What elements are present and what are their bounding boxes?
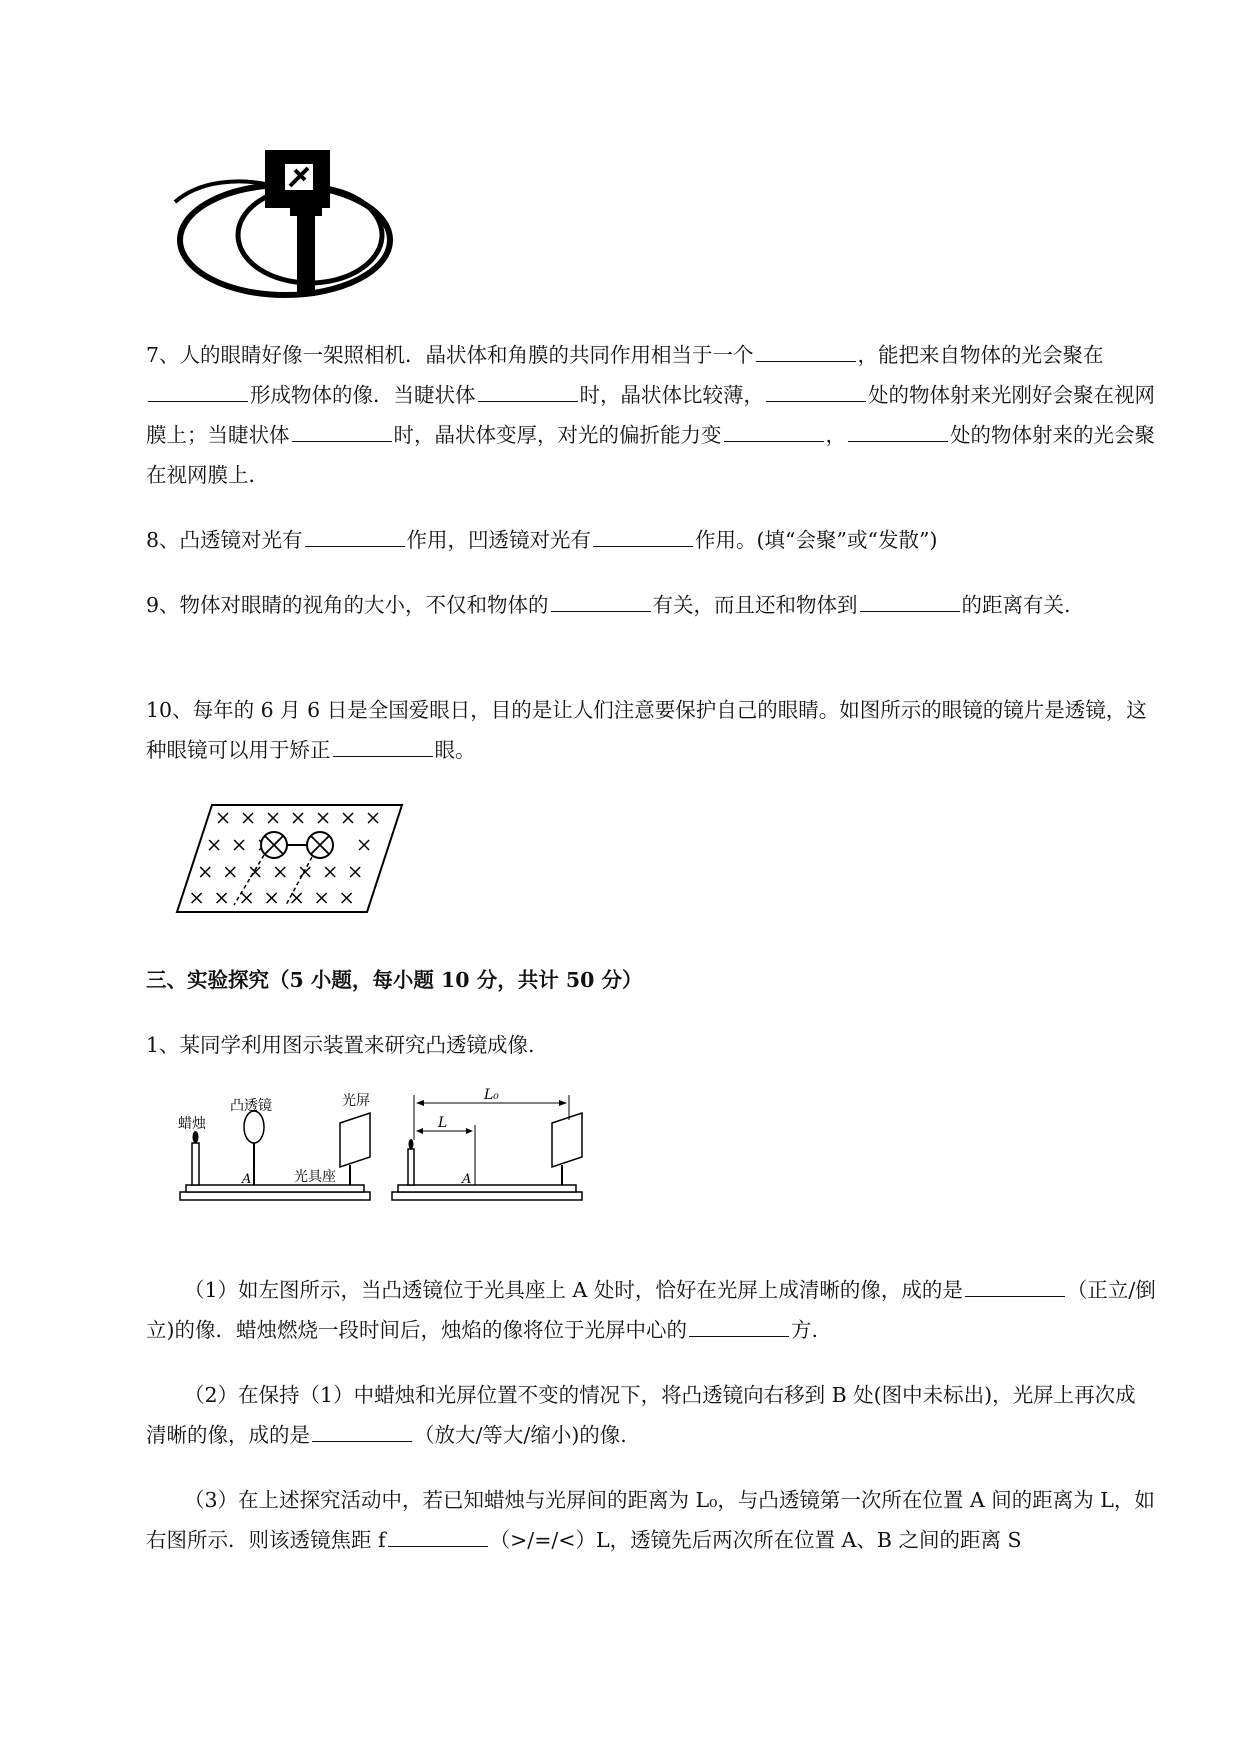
q7-text-2: ，能把来自物体的光会聚在 <box>857 343 1104 367</box>
q7-text-5: 处的物体射来光刚好会聚在视网膜上；当睫状体 <box>146 383 1155 447</box>
bench-label: 光具座 <box>294 1169 336 1185</box>
screen-label: 光屏 <box>342 1093 370 1109</box>
field-cross-mark <box>293 813 303 823</box>
q8-text-1: 8、凸透镜对光有 <box>146 528 303 552</box>
question-7 <box>146 335 1156 495</box>
q9-text-3: 的距离有关. <box>961 593 1071 617</box>
part3-text-2: （>/=/<）L，透镜先后两次所在位置 A、B 之间的距离 S <box>489 1528 1022 1552</box>
q7-text-1: 7、人的眼睛好像一架照相机．晶状体和角膜的共同作用相当于一个 <box>146 343 754 367</box>
part2-blank-1[interactable] <box>312 1419 412 1442</box>
part3-blank-1[interactable] <box>388 1524 488 1547</box>
experiment-1-part-3 <box>146 1480 1156 1560</box>
field-cross-mark <box>317 893 327 903</box>
question-10 <box>146 690 1156 770</box>
l0-label: L₀ <box>484 1087 499 1103</box>
q8-blank-1[interactable] <box>305 524 405 547</box>
field-cross-mark <box>243 813 253 823</box>
q10-blank-1[interactable] <box>333 734 433 757</box>
question-8 <box>146 520 1156 560</box>
q8-text-2: 作用，凹透镜对光有 <box>406 528 592 552</box>
field-cross-mark <box>292 893 302 903</box>
part1-blank-2[interactable] <box>689 1314 789 1337</box>
field-cross-mark <box>350 867 360 877</box>
point-a-label-right: A <box>462 1172 472 1187</box>
field-cross-mark <box>368 813 378 823</box>
experiment-1-part-2 <box>146 1375 1156 1455</box>
q7-text-7: ， <box>825 423 846 447</box>
q7-blank-1[interactable] <box>756 339 856 362</box>
q9-text-2: 有关，而且还和物体到 <box>652 593 858 617</box>
field-cross-mark <box>268 813 278 823</box>
field-cross-mark <box>234 840 244 850</box>
part2-text-1: （2）在保持（1）中蜡烛和光屏位置不变的情况下，将凸透镜向右移到 B 处(图中未标出)，光屏上再次成清晰的像，成的是 <box>146 1383 1136 1447</box>
field-cross-mark <box>242 893 252 903</box>
field-cross-mark <box>318 813 328 823</box>
q7-blank-2[interactable] <box>148 379 248 402</box>
field-cross-mark <box>218 813 228 823</box>
part1-text-1: （1）如左图所示，当凸透镜位于光具座上 A 处时，恰好在光屏上成清晰的像，成的是 <box>184 1278 963 1302</box>
experiment-1-intro: 1、某同学利用图示装置来研究凸透镜成像. <box>146 1033 535 1057</box>
part1-blank-1[interactable] <box>965 1274 1065 1297</box>
section-3-title: 三、实验探究（5 小题，每小题 10 分，共计 50 分） <box>146 968 643 992</box>
field-cross-mark <box>209 840 219 850</box>
q7-text-8: 处的物体射来的光会聚在视网膜上． <box>146 423 1155 487</box>
part1-text-3: 方. <box>791 1318 819 1342</box>
candle-label: 蜡烛 <box>178 1116 206 1132</box>
q7-blank-4[interactable] <box>766 379 866 402</box>
field-cross-mark <box>342 893 352 903</box>
part2-text-2: （放大/等大/缩小)的像. <box>414 1423 627 1447</box>
q10-text-3: 眼。 <box>434 738 476 762</box>
experiment-1-part-1 <box>146 1270 1156 1350</box>
magnetic-field-figure <box>172 800 412 920</box>
q9-text-1: 9、物体对眼睛的视角的大小，不仅和物体的 <box>146 593 549 617</box>
endoscope-figure <box>170 140 400 310</box>
q7-blank-6[interactable] <box>724 419 824 442</box>
field-cross-mark <box>275 867 285 877</box>
q8-blank-2[interactable] <box>593 524 693 547</box>
q9-blank-1[interactable] <box>551 589 651 612</box>
field-cross-mark <box>200 867 210 877</box>
q7-blank-5[interactable] <box>292 419 392 442</box>
q7-text-4: 时，晶状体比较薄， <box>579 383 764 407</box>
field-cross-mark <box>267 893 277 903</box>
q9-blank-2[interactable] <box>860 589 960 612</box>
point-a-label: A <box>242 1172 252 1187</box>
q7-text-3: 形成物体的像．当睫状体 <box>250 383 476 407</box>
field-cross-mark <box>343 813 353 823</box>
field-cross-mark <box>359 840 369 850</box>
part3-text-1: （3）在上述探究活动中，若已知蜡烛与光屏间的距离为 L₀，与凸透镜第一次所在位置 A 间的距离为 L，如右图所示．则该透镜焦距 f <box>146 1488 1155 1552</box>
field-cross-mark <box>325 867 335 877</box>
q7-blank-7[interactable] <box>848 419 948 442</box>
lens-label: 凸透镜 <box>230 1098 272 1114</box>
field-cross-mark <box>192 893 202 903</box>
q10-text-2: 透镜，这种眼镜可以用于矫正 <box>146 698 1147 762</box>
q7-blank-3[interactable] <box>478 379 578 402</box>
l-label: L <box>438 1115 448 1131</box>
optical-bench-figure <box>172 1085 612 1210</box>
q7-text-6: 时，晶状体变厚，对光的偏折能力变 <box>393 423 722 447</box>
q10-text-1: 10、每年的 6 月 6 日是全国爱眼日，目的是让人们注意要保护自己的眼睛。如图所示的眼镜的镜片是 <box>146 698 1065 722</box>
field-cross-mark <box>225 867 235 877</box>
question-9 <box>146 585 1156 625</box>
field-cross-mark <box>217 893 227 903</box>
q8-text-3: 作用。(填“会聚”或“发散”) <box>695 528 938 552</box>
part1-text-2: （正立/倒立)的像．蜡烛燃烧一段时间后，烛焰的像将位于光屏中心的 <box>146 1278 1156 1342</box>
